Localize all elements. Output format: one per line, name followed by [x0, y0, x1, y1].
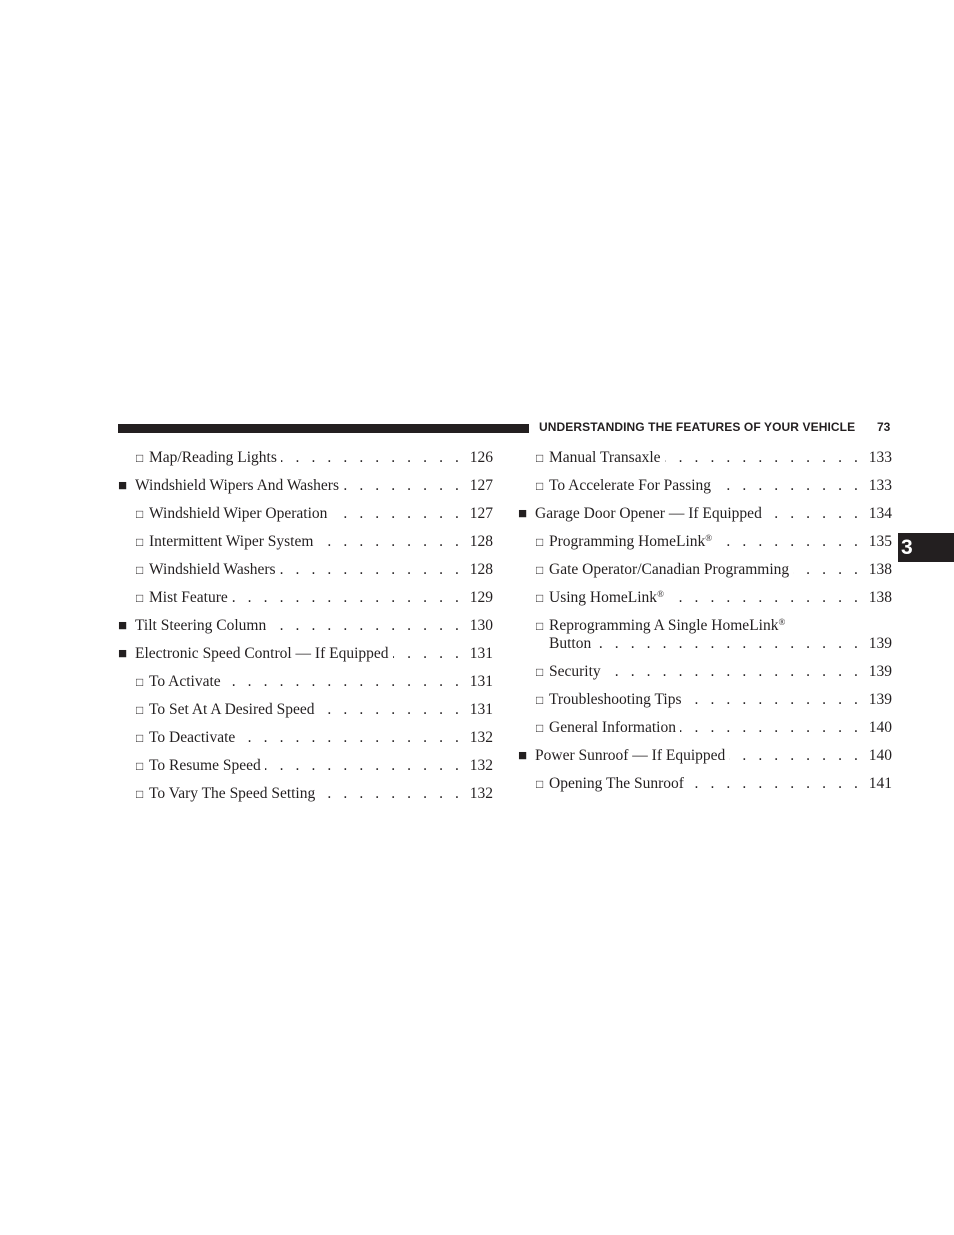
toc-entry-page: 127 [469, 505, 493, 522]
toc-entry[interactable] [518, 744, 892, 772]
dot-leader [793, 558, 862, 582]
toc-entry-page: 132 [469, 785, 493, 802]
chapter-tab [898, 533, 954, 562]
toc-entry-title: Tilt Steering Column [135, 617, 267, 634]
toc-entry[interactable] [118, 474, 493, 502]
dot-leader [686, 688, 862, 712]
toc-entry-page: 129 [469, 589, 493, 606]
toc-entry-title: Mist Feature [149, 589, 228, 606]
hollow-square-bullet-icon: □ [136, 759, 144, 773]
toc-entry[interactable] [118, 642, 493, 670]
chapter-number: 3 [901, 536, 913, 559]
toc-entry-page: 138 [868, 561, 892, 578]
toc-entry[interactable] [518, 716, 892, 744]
hollow-square-bullet-icon: □ [136, 787, 144, 801]
toc-entry[interactable] [118, 754, 493, 782]
filled-square-bullet-icon: ■ [118, 646, 128, 662]
hollow-square-bullet-icon: □ [536, 535, 544, 549]
toc-entry-title: Programming HomeLink® [549, 533, 713, 550]
toc-entry-title: Windshield Washers [149, 561, 276, 578]
dot-leader [668, 586, 862, 610]
toc-entry-page: 141 [868, 775, 892, 792]
hollow-square-bullet-icon: □ [136, 507, 144, 521]
toc-entry-page: 128 [469, 561, 493, 578]
toc-entry-page: 139 [868, 663, 892, 680]
hollow-square-bullet-icon: □ [136, 703, 144, 717]
dot-leader [319, 782, 463, 806]
filled-square-bullet-icon: ■ [518, 748, 528, 764]
hollow-square-bullet-icon: □ [536, 563, 544, 577]
toc-entry-page: 131 [469, 673, 493, 690]
running-header-title: UNDERSTANDING THE FEATURES OF YOUR VEHICLE [539, 420, 856, 434]
toc-entry[interactable] [518, 614, 892, 660]
toc-entry-page: 132 [469, 757, 493, 774]
toc-entry-title: Windshield Wiper Operation [149, 505, 328, 522]
toc-entry[interactable] [518, 586, 892, 614]
hollow-square-bullet-icon: □ [536, 479, 544, 493]
toc-entry-title: To Activate [149, 673, 221, 690]
toc-entry-title: Gate Operator/Canadian Programming [549, 561, 790, 578]
hollow-square-bullet-icon: □ [536, 693, 544, 707]
toc-entry[interactable] [518, 474, 892, 502]
toc-entry-page: 140 [868, 719, 892, 736]
filled-square-bullet-icon: ■ [118, 618, 128, 634]
toc-entry-page: 133 [868, 477, 892, 494]
hollow-square-bullet-icon: □ [136, 675, 144, 689]
toc-entry[interactable] [518, 446, 892, 474]
toc-entry-title: To Set At A Desired Speed [149, 701, 315, 718]
dot-leader [331, 502, 463, 526]
hollow-square-bullet-icon: □ [536, 777, 544, 791]
toc-entry-page: 132 [469, 729, 493, 746]
dot-leader [343, 474, 463, 498]
toc-entry[interactable] [518, 502, 892, 530]
page-number: 73 [877, 420, 891, 434]
dot-leader [680, 716, 862, 740]
toc-entry-title: General Information [549, 719, 676, 736]
toc-entry[interactable] [118, 614, 493, 642]
toc-entry-title: Opening The Sunroof [549, 775, 684, 792]
toc-entry-page: 139 [868, 635, 892, 652]
dot-leader [319, 698, 463, 722]
toc-entry-page: 130 [469, 617, 493, 634]
dot-leader [280, 558, 463, 582]
hollow-square-bullet-icon: □ [536, 665, 544, 679]
toc-entry[interactable] [118, 446, 493, 474]
dot-leader [281, 446, 463, 470]
hollow-square-bullet-icon: □ [536, 591, 544, 605]
toc-entry[interactable] [518, 772, 892, 800]
toc-entry-page: 126 [469, 449, 493, 466]
dot-leader [605, 660, 862, 684]
toc-entry-page: 139 [868, 691, 892, 708]
toc-entry-page: 140 [868, 747, 892, 764]
dot-leader [393, 642, 463, 666]
toc-entry-title: Using HomeLink® [549, 589, 664, 606]
registered-mark: ® [657, 589, 664, 599]
toc-entry-title: To Vary The Speed Setting [149, 785, 316, 802]
toc-entry-title: Map/Reading Lights [149, 449, 277, 466]
toc-entry[interactable] [118, 558, 493, 586]
filled-square-bullet-icon: ■ [118, 478, 128, 494]
toc-entry-title: Security [549, 663, 601, 680]
hollow-square-bullet-icon: □ [136, 563, 144, 577]
hollow-square-bullet-icon: □ [536, 721, 544, 735]
toc-entry-page: 135 [868, 533, 892, 550]
toc-entry-title: To Resume Speed [149, 757, 261, 774]
toc-entry-title-continued: Button [549, 635, 592, 652]
toc-entry-page: 133 [868, 449, 892, 466]
toc-entry-title: Windshield Wipers And Washers [135, 477, 340, 494]
dot-leader [665, 446, 862, 470]
toc-entry-title: Reprogramming A Single HomeLink® [549, 617, 786, 634]
toc-entry[interactable] [118, 670, 493, 698]
toc-entry-page: 134 [868, 505, 892, 522]
dot-leader [715, 474, 862, 498]
toc-right-column [518, 446, 892, 800]
toc-entry-title: Manual Transaxle [549, 449, 661, 466]
toc-entry[interactable] [118, 530, 493, 558]
dot-leader [595, 632, 862, 656]
toc-entry[interactable] [518, 660, 892, 688]
toc-entry[interactable] [118, 698, 493, 726]
toc-entry-title: Power Sunroof — If Equipped [535, 747, 726, 764]
hollow-square-bullet-icon: □ [136, 591, 144, 605]
toc-entry[interactable] [118, 586, 493, 614]
dot-leader [317, 530, 463, 554]
toc-entry-page: 128 [469, 533, 493, 550]
filled-square-bullet-icon: ■ [518, 506, 528, 522]
toc-entry[interactable] [118, 502, 493, 530]
dot-leader [716, 530, 862, 554]
toc-entry[interactable] [518, 688, 892, 716]
toc-entry-title: Intermittent Wiper System [149, 533, 314, 550]
toc-entry-page: 131 [469, 701, 493, 718]
toc-entry[interactable] [518, 558, 892, 586]
hollow-square-bullet-icon: □ [536, 451, 544, 465]
hollow-square-bullet-icon: □ [136, 451, 144, 465]
toc-entry-title: To Accelerate For Passing [549, 477, 712, 494]
toc-entry[interactable] [118, 726, 493, 754]
toc-entry-page: 131 [469, 645, 493, 662]
dot-leader [766, 502, 862, 526]
header-rule [118, 424, 529, 433]
toc-entry[interactable] [118, 782, 493, 810]
registered-mark: ® [705, 533, 713, 543]
registered-mark: ® [778, 617, 786, 627]
dot-leader [232, 586, 463, 610]
toc-entry-title: Troubleshooting Tips [549, 691, 682, 708]
dot-leader [688, 772, 862, 796]
toc-left-column [118, 446, 493, 810]
hollow-square-bullet-icon: □ [136, 731, 144, 745]
toc-entry-title: Electronic Speed Control — If Equipped [135, 645, 389, 662]
toc-entry-page: 138 [868, 589, 892, 606]
dot-leader [270, 614, 463, 638]
toc-entry-title: To Deactivate [149, 729, 236, 746]
dot-leader [225, 670, 463, 694]
dot-leader [729, 744, 862, 768]
hollow-square-bullet-icon: □ [136, 535, 144, 549]
dot-leader [239, 726, 463, 750]
hollow-square-bullet-icon: □ [536, 619, 544, 633]
toc-entry-page: 127 [469, 477, 493, 494]
toc-entry-title: Garage Door Opener — If Equipped [535, 505, 762, 522]
dot-leader [265, 754, 463, 778]
toc-entry[interactable] [518, 530, 892, 558]
